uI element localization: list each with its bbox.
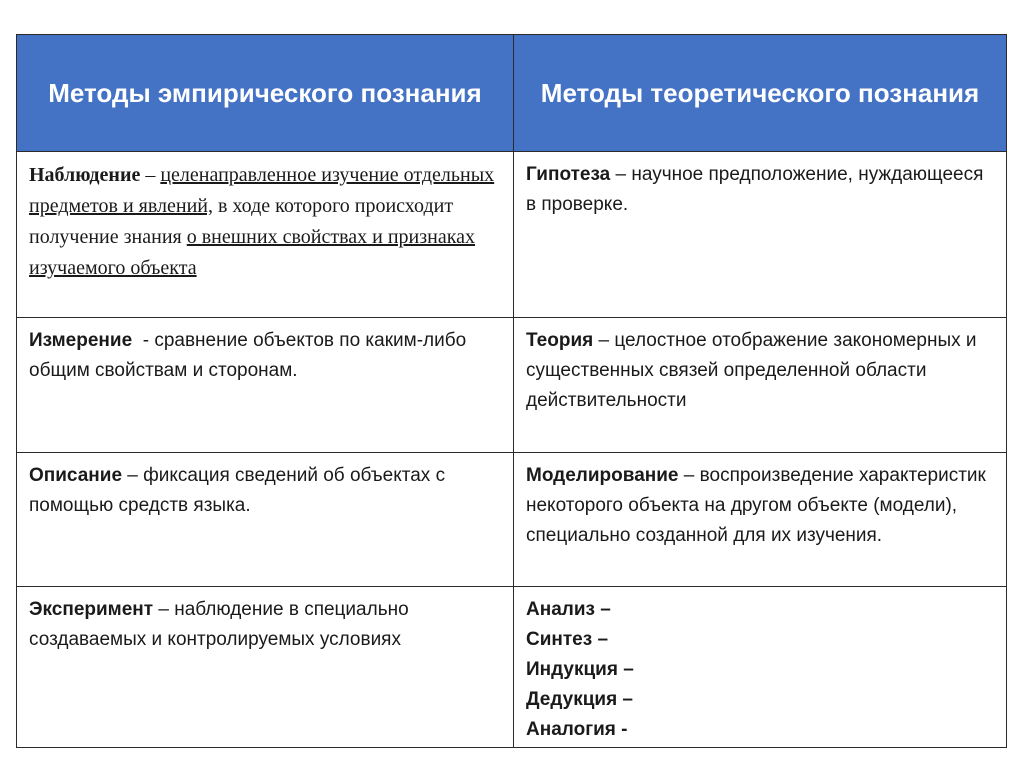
methods-table bbox=[16, 34, 1007, 748]
term-observation: Наблюдение bbox=[29, 164, 141, 186]
sep: – bbox=[153, 599, 175, 620]
cell-observation bbox=[17, 152, 514, 318]
term-modeling: Моделирование bbox=[526, 465, 679, 486]
sep: – bbox=[593, 330, 615, 351]
header-row bbox=[17, 35, 1007, 152]
def-hypothesis: научное предположение, нуждающееся в проверке. bbox=[526, 164, 984, 215]
table-row bbox=[17, 318, 1007, 453]
cell-modeling bbox=[514, 453, 1007, 587]
def-experiment: наблюдение в специально создаваемых и контролируемых условиях bbox=[29, 599, 409, 650]
table-row bbox=[17, 152, 1007, 318]
list-item-induction: Индукция – bbox=[526, 659, 634, 680]
term-hypothesis: Гипотеза bbox=[526, 164, 611, 185]
term-experiment: Эксперимент bbox=[29, 599, 154, 620]
sep: – bbox=[122, 465, 144, 486]
table-row bbox=[17, 453, 1007, 587]
list-item-analysis: Анализ – bbox=[526, 599, 611, 620]
cell-theory bbox=[514, 318, 1007, 453]
sep: - bbox=[132, 330, 155, 351]
table-row bbox=[17, 587, 1007, 748]
def-modeling: воспроизведение характеристик некоторого объекта на другом объекте (модели), специально созданной для их изучения. bbox=[526, 465, 986, 546]
term-theory: Теория bbox=[526, 330, 594, 351]
list-item-synthesis: Синтез – bbox=[526, 629, 609, 650]
list-item-deduction: Дедукция – bbox=[526, 689, 633, 710]
def-part: в ходе которого происходит получение знания bbox=[29, 195, 454, 248]
cell-description bbox=[17, 453, 514, 587]
def-part-underlined: о внешних свойствах и признаках изучаемого объекта bbox=[29, 226, 476, 279]
header-empirical: Методы эмпирического познания bbox=[17, 35, 514, 152]
cell-measurement bbox=[17, 318, 514, 453]
cell-hypothesis bbox=[514, 152, 1007, 318]
cell-experiment bbox=[17, 587, 514, 748]
cell-logic-methods bbox=[514, 587, 1007, 748]
def-theory: целостное отображение закономерных и существенных связей определенной области действительности bbox=[526, 330, 977, 411]
def-measurement: сравнение объектов по каким-либо общим свойствам и сторонам. bbox=[29, 330, 467, 381]
term-description: Описание bbox=[29, 465, 123, 486]
sep: – bbox=[610, 164, 632, 185]
def-description: фиксация сведений об объектах с помощью средств языка. bbox=[29, 465, 446, 516]
sep: – bbox=[140, 164, 161, 186]
sep: – bbox=[678, 465, 700, 486]
header-theoretical: Методы теоретического познания bbox=[514, 35, 1007, 152]
def-part-underlined: целенаправленное изучение отдельных предметов и явлений, bbox=[29, 164, 495, 217]
list-item-analogy: Аналогия - bbox=[526, 719, 628, 740]
term-measurement: Измерение bbox=[29, 330, 133, 351]
